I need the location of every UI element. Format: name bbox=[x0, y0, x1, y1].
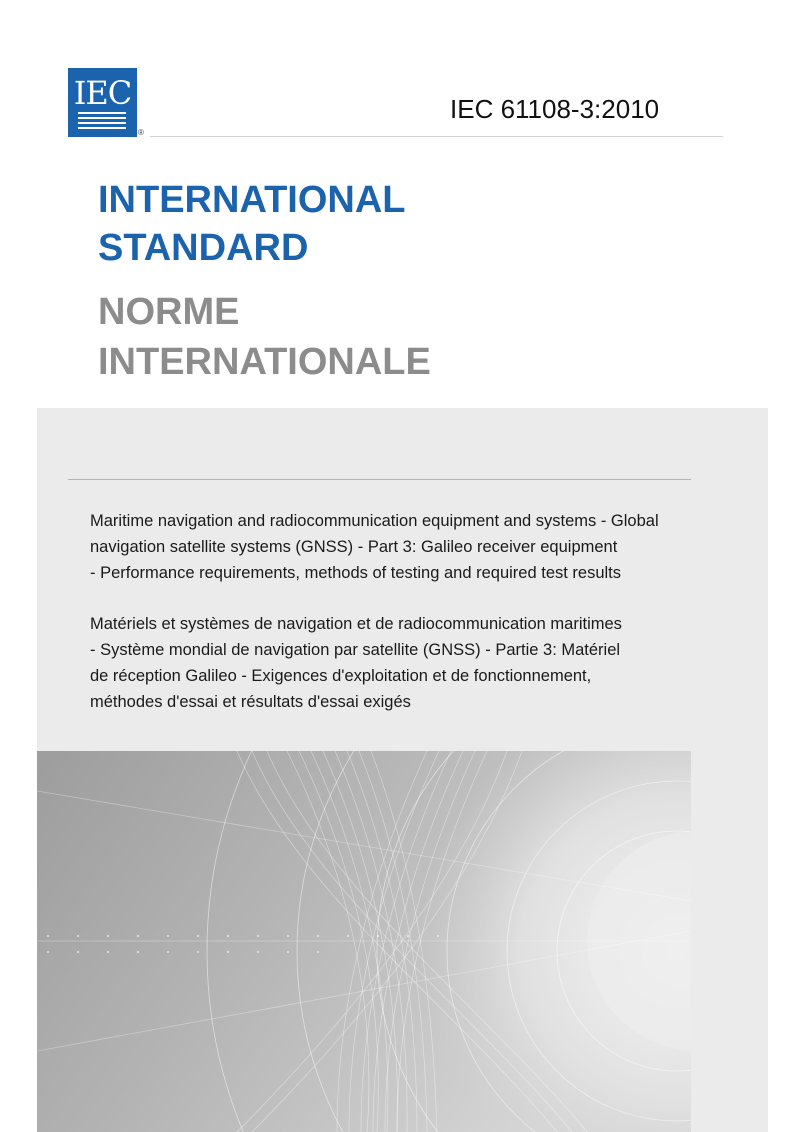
title-english bbox=[98, 176, 598, 272]
description-line: de réception Galileo - Exigences d'exploitation et de fonctionnement, bbox=[90, 667, 592, 685]
panel-divider bbox=[68, 479, 691, 480]
description-line: - Système mondial de navigation par satellite (GNSS) - Partie 3: Matériel bbox=[90, 641, 621, 659]
description-line: - Performance requirements, methods of testing and required test results bbox=[90, 564, 622, 582]
registered-mark: ® bbox=[138, 128, 144, 137]
iec-logo bbox=[68, 68, 137, 137]
logo-text: IEC bbox=[73, 74, 132, 112]
logo-lines-icon bbox=[78, 112, 128, 132]
title-english-line: STANDARD bbox=[98, 227, 309, 269]
title-french-line: INTERNATIONALE bbox=[98, 341, 431, 383]
standard-number: IEC 61108-3:2010 bbox=[450, 94, 660, 124]
description-line: Maritime navigation and radiocommunication equipment and systems - Global bbox=[90, 512, 659, 530]
title-french-line: NORME bbox=[98, 291, 240, 333]
description-line: Matériels et systèmes de navigation et de radiocommunication maritimes bbox=[90, 615, 622, 633]
header-divider bbox=[150, 136, 723, 137]
description-line: méthodes d'essai et résultats d'essai exigés bbox=[90, 693, 411, 711]
title-english-line: INTERNATIONAL bbox=[98, 179, 406, 221]
description-english bbox=[90, 508, 700, 586]
description-french bbox=[90, 611, 700, 715]
description-line: navigation satellite systems (GNSS) - Part 3: Galileo receiver equipment bbox=[90, 538, 618, 556]
cover-artwork-image bbox=[37, 751, 691, 1132]
title-french bbox=[98, 287, 598, 387]
